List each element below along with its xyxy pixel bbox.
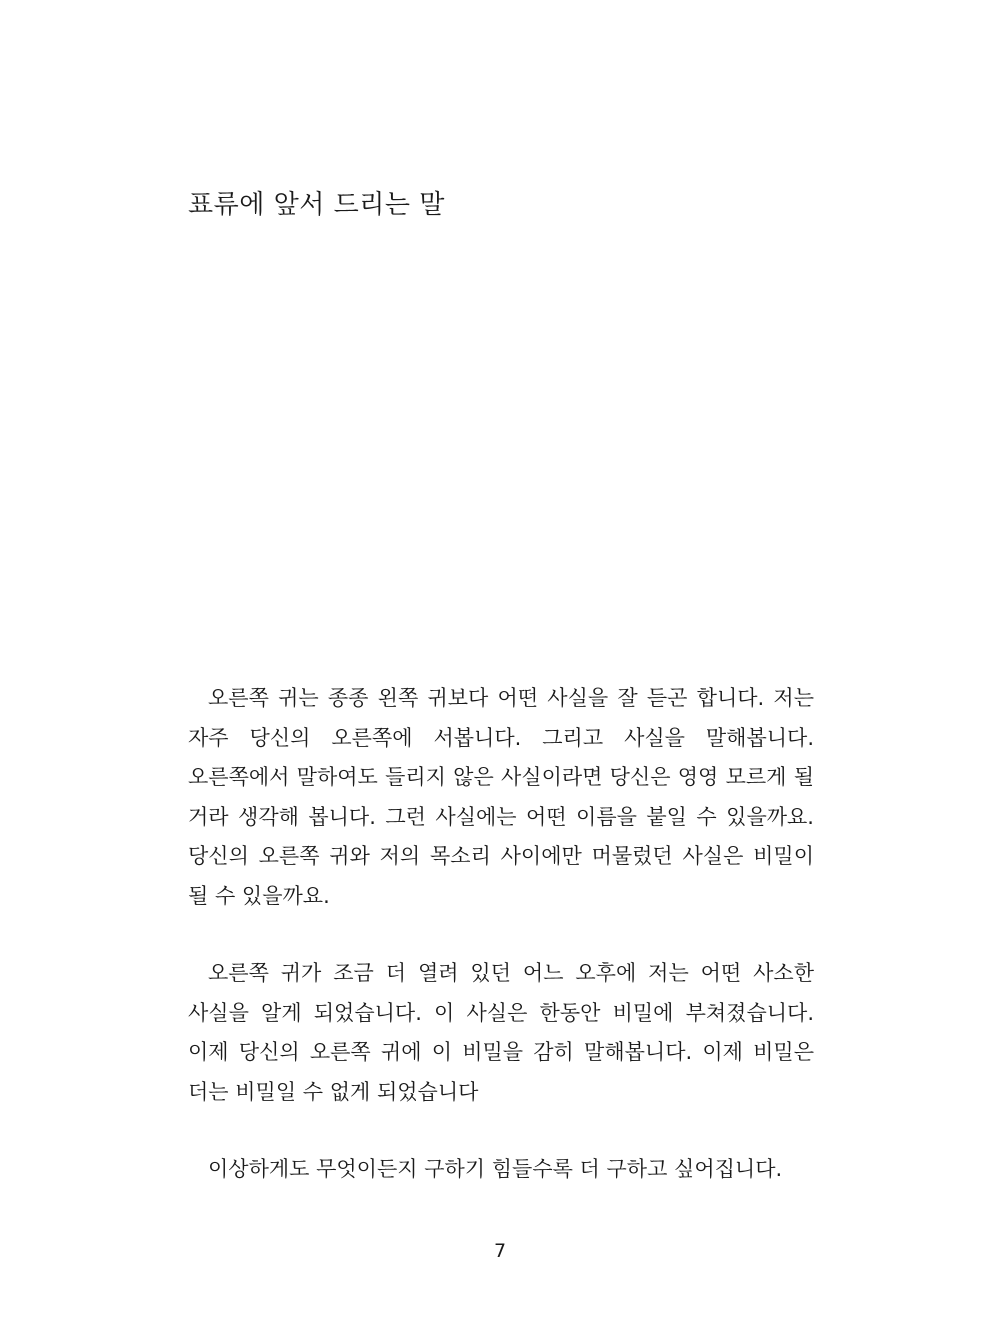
paragraph-1: 오른쪽 귀는 종종 왼쪽 귀보다 어떤 사실을 잘 듣곤 합니다. 저는 자주 당신의 오른쪽에 서봅니다. 그리고 사실을 말해봅니다. 오른쪽에서 말하여도 들리지 않은 사실이라면 당신은 영영 모르게 될 거라 생각해 봅니다. 그런 사실에는 어떤 이름을 붙일 수 있을까요. 당신의 오른쪽 귀와 저의 목소리 사이에만 머물렀던 사실은 비밀이 될 수 있을까요. — [188, 686, 814, 908]
page-number: 7 — [493, 1240, 507, 1262]
body-text — [188, 679, 814, 1190]
paragraph-2: 오른쪽 귀가 조금 더 열려 있던 어느 오후에 저는 어떤 사소한 사실을 알게 되었습니다. 이 사실은 한동안 비밀에 부쳐졌습니다. 이제 당신의 오른쪽 귀에 이 비밀을 감히 말해봅니다. 이제 비밀은 더는 비밀일 수 없게 되었습니다 — [188, 961, 814, 1104]
paragraph-3: 이상하게도 무엇이든지 구하기 힘들수록 더 구하고 싶어집니다. — [208, 1157, 783, 1181]
page-title: 표류에 앞서 드리는 말 — [188, 190, 445, 220]
